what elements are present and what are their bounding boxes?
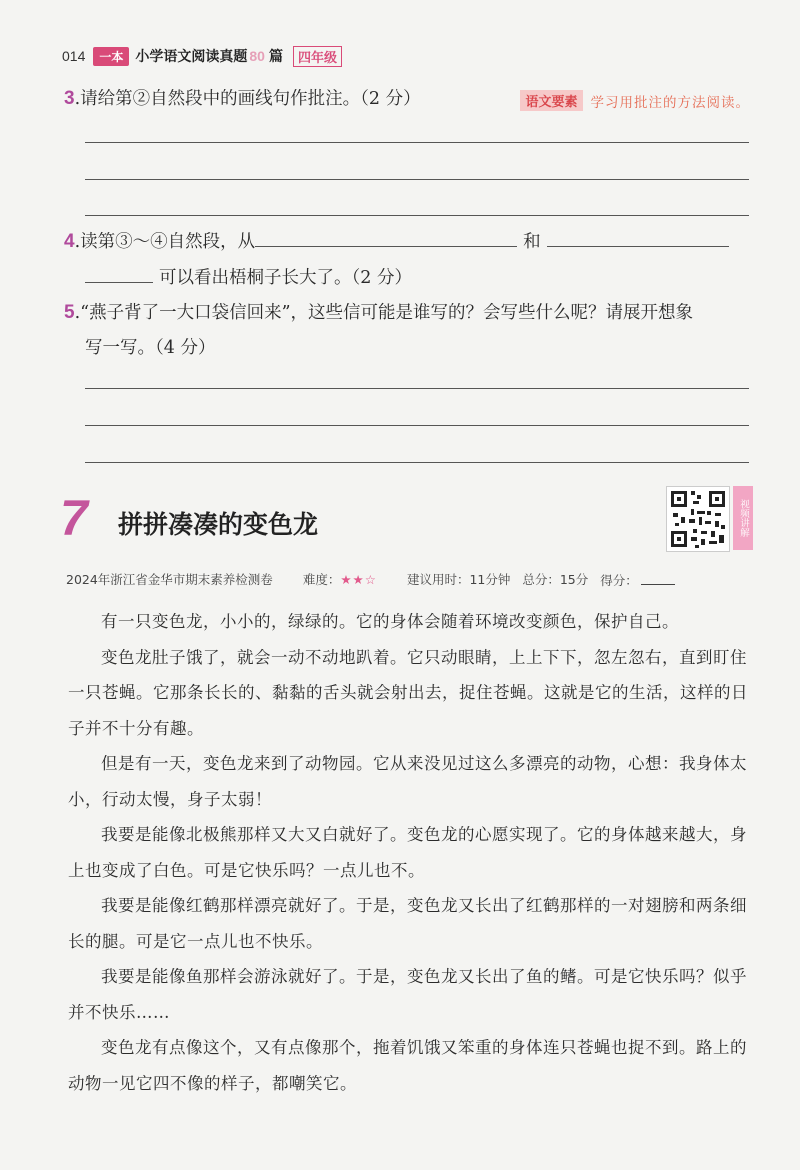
fill-blank[interactable] bbox=[547, 226, 729, 247]
question-number: 4 bbox=[64, 231, 75, 252]
series-tag: 一本 bbox=[93, 47, 129, 66]
question-5 bbox=[64, 298, 693, 328]
passage bbox=[68, 604, 758, 1101]
answer-line[interactable] bbox=[85, 388, 749, 389]
passage-paragraph: 我要是能像鱼那样会游泳就好了。于是，变色龙又长出了鱼的鳍。可是它快乐吗？似乎并不快乐…… bbox=[68, 967, 747, 1022]
page-header bbox=[62, 44, 342, 68]
source: 2024年浙江省金华市期末素养检测卷 bbox=[66, 572, 273, 587]
question-text: .请给第②自然段中的画线句作批注。（2 分） bbox=[74, 89, 421, 109]
suggested-time: 建议用时：11分钟 bbox=[406, 572, 511, 587]
passage-paragraph: 但是有一天，变色龙来到了动物园。它从来没见过这么多漂亮的动物，心想：我身体太小，行动太慢，身子太弱！ bbox=[68, 754, 747, 809]
question-text: 写一写。（4 分） bbox=[85, 338, 216, 358]
question-text: 可以看出梧桐子长大了。（2 分） bbox=[159, 268, 412, 288]
question-5-cont bbox=[85, 333, 215, 363]
score-field bbox=[600, 570, 675, 589]
book-count: 80 bbox=[249, 48, 265, 64]
question-text: .“燕子背了一大口袋信回来”，这些信可能是谁写的？会写些什么呢？请展开想象 bbox=[74, 303, 694, 323]
tip-tag: 语文要素 bbox=[520, 90, 582, 111]
answer-line[interactable] bbox=[85, 142, 749, 143]
book-title: 小学语文阅读真题 bbox=[135, 49, 248, 65]
difficulty-stars: ★★☆ bbox=[340, 572, 377, 587]
video-explanation-label: 视频讲解 bbox=[733, 486, 753, 550]
passage-paragraph: 有一只变色龙，小小的，绿绿的。它的身体会随着环境改变颜色，保护自己。 bbox=[101, 612, 679, 631]
fill-blank[interactable] bbox=[255, 226, 517, 247]
answer-line[interactable] bbox=[85, 215, 749, 216]
question-number: 3 bbox=[64, 88, 75, 109]
grade-badge: 四年级 bbox=[293, 46, 342, 67]
page-number: 014 bbox=[62, 48, 86, 64]
answer-line[interactable] bbox=[85, 425, 749, 426]
question-text: .读第③～④自然段，从 bbox=[74, 232, 256, 252]
answer-line[interactable] bbox=[85, 462, 749, 463]
book-count-unit: 篇 bbox=[268, 49, 283, 65]
passage-paragraph: 我要是能像红鹤那样漂亮就好了。于是，变色龙又长出了红鹤那样的一对翅膀和两条细长的腿。可是它一点儿也不快乐。 bbox=[68, 896, 747, 951]
qr-code-icon[interactable] bbox=[666, 486, 730, 552]
learning-tip bbox=[520, 90, 750, 111]
answer-line[interactable] bbox=[85, 179, 749, 180]
passage-paragraph: 变色龙肚子饿了，就会一动不动地趴着。它只动眼睛，上上下下，忽左忽右，直到盯住一只苍蝇。它那条长长的、黏黏的舌头就会射出去，捉住苍蝇。这就是它的生活，这样的日子并不十分有趣。 bbox=[68, 647, 748, 738]
total-score: 总分：15分 bbox=[522, 572, 589, 587]
fill-blank[interactable] bbox=[85, 262, 153, 283]
score-label: 得分： bbox=[600, 572, 638, 588]
passage-paragraph: 变色龙有点像这个，又有点像那个，拖着饥饿又笨重的身体连只苍蝇也捉不到。路上的动物一见它四不像的样子，都嘲笑它。 bbox=[68, 1038, 747, 1093]
score-blank[interactable] bbox=[641, 570, 675, 585]
difficulty bbox=[303, 570, 377, 588]
question-4 bbox=[64, 226, 729, 257]
question-number: 5 bbox=[64, 302, 75, 323]
question-text: 和 bbox=[523, 232, 541, 252]
tip-text: 学习用批注的方法阅读。 bbox=[590, 94, 750, 111]
meta-bar bbox=[66, 568, 756, 590]
question-4-cont bbox=[85, 262, 412, 293]
difficulty-label: 难度： bbox=[302, 572, 341, 587]
passage-paragraph: 我要是能像北极熊那样又大又白就好了。变色龙的心愿实现了。它的身体越来越大，身上也变成了白色。可是它快乐吗？一点儿也不。 bbox=[68, 825, 747, 880]
section-number: 7 bbox=[60, 490, 88, 546]
question-3 bbox=[64, 84, 421, 114]
section-title: 拼拼凑凑的变色龙 bbox=[118, 510, 319, 539]
